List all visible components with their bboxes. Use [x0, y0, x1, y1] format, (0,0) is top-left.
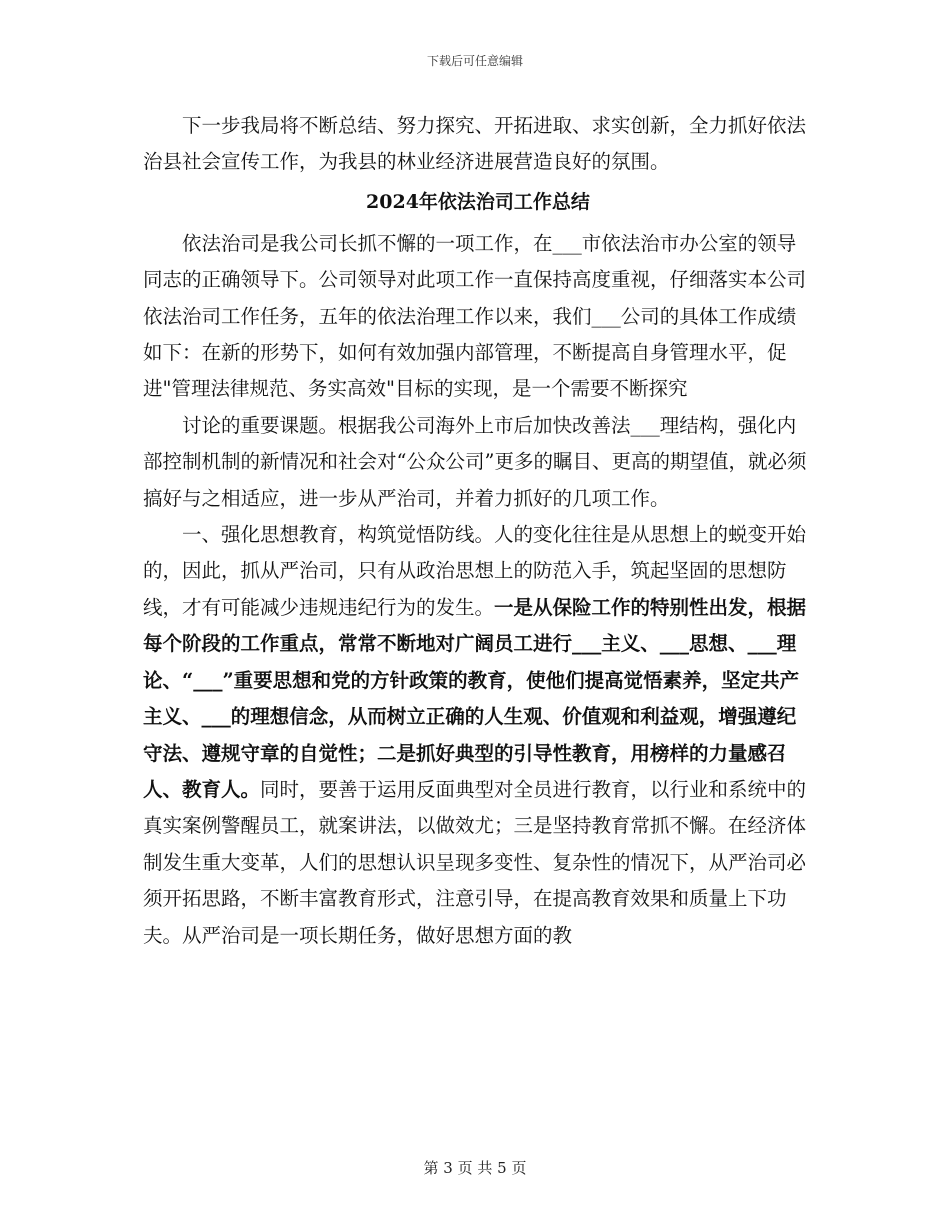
paragraph-2: 讨论的重要课题。根据我公司海外上市后加快改善法___理结构，强化内部控制机制的新情况和社会对“公众公司”更多的瞩目、更高的期望值，就必须搞好与之相适应，进一步从严治司，并着力抓好的几项工作。	[143, 413, 807, 510]
paragraph-3	[143, 517, 813, 954]
page-footer: 第 3 页 共 5 页	[423, 1159, 527, 1177]
paragraph-3-bold-text: 一是从保险工作的特别性出发，根据每个阶段的工作重点，常常不断地对广阔员工进行___主义、___思想、___理论、“___”重要思想和党的方针政策的教育，使他们提高觉悟素养，坚定共产主义、___的理想信念，从而树立正确的人生观、价值观和利益观，增强遵纪守法、遵规守章的自觉性；二是抓好典型的引导性教育，用榜样的力量感召人、教育人。	[143, 595, 807, 801]
paragraph-3-continuation: 同时，要善于运用反面典型对全员进行教育，以行业和系统中的真实案例警醒员工，就案讲法，以做效尤；三是坚持教育常抓不懈。在经济体制发生重大变革，人们的思想认识呈现多变性、复杂性的情况下，从严治司必须开拓思路，不断丰富教育形式，注意引导，在提高教育效果和质量上下功夫。从严治司是一项长期任务，做好思想方面的教	[143, 777, 807, 947]
document-title: 2024年依法治司工作总结	[366, 190, 590, 213]
page-header: 下载后可任意编辑	[426, 54, 523, 68]
paragraph-1: 依法治司是我公司长抓不懈的一项工作，在___市依法治市办公室的领导同志的正确领导下。公司领导对此项工作一直保持高度重视，仔细落实本公司依法治司工作任务，五年的依法治理工作以来，我们___公司的具体工作成绩如下：在新的形势下，如何有效加强内部管理，不断提高自身管理水平，促进"管理法律规范、务实高效"目标的实现，是一个需要不断探究	[143, 231, 807, 401]
intro-paragraph: 下一步我局将不断总结、努力探究、开拓进取、求实创新，全力抓好依法治县社会宣传工作，为我县的林业经济进展营造良好的氛围。	[143, 114, 807, 174]
paragraph-3-intro: 一、强化思想教育，构筑觉悟防线。人的变化往往是从思想上的蜕变开始的，因此，抓从严治司，只有从政治思想上的防范入手，筑起坚固的思想防线，才有可能减少违规违纪行为的发生。	[143, 523, 807, 619]
document-body	[143, 108, 813, 954]
